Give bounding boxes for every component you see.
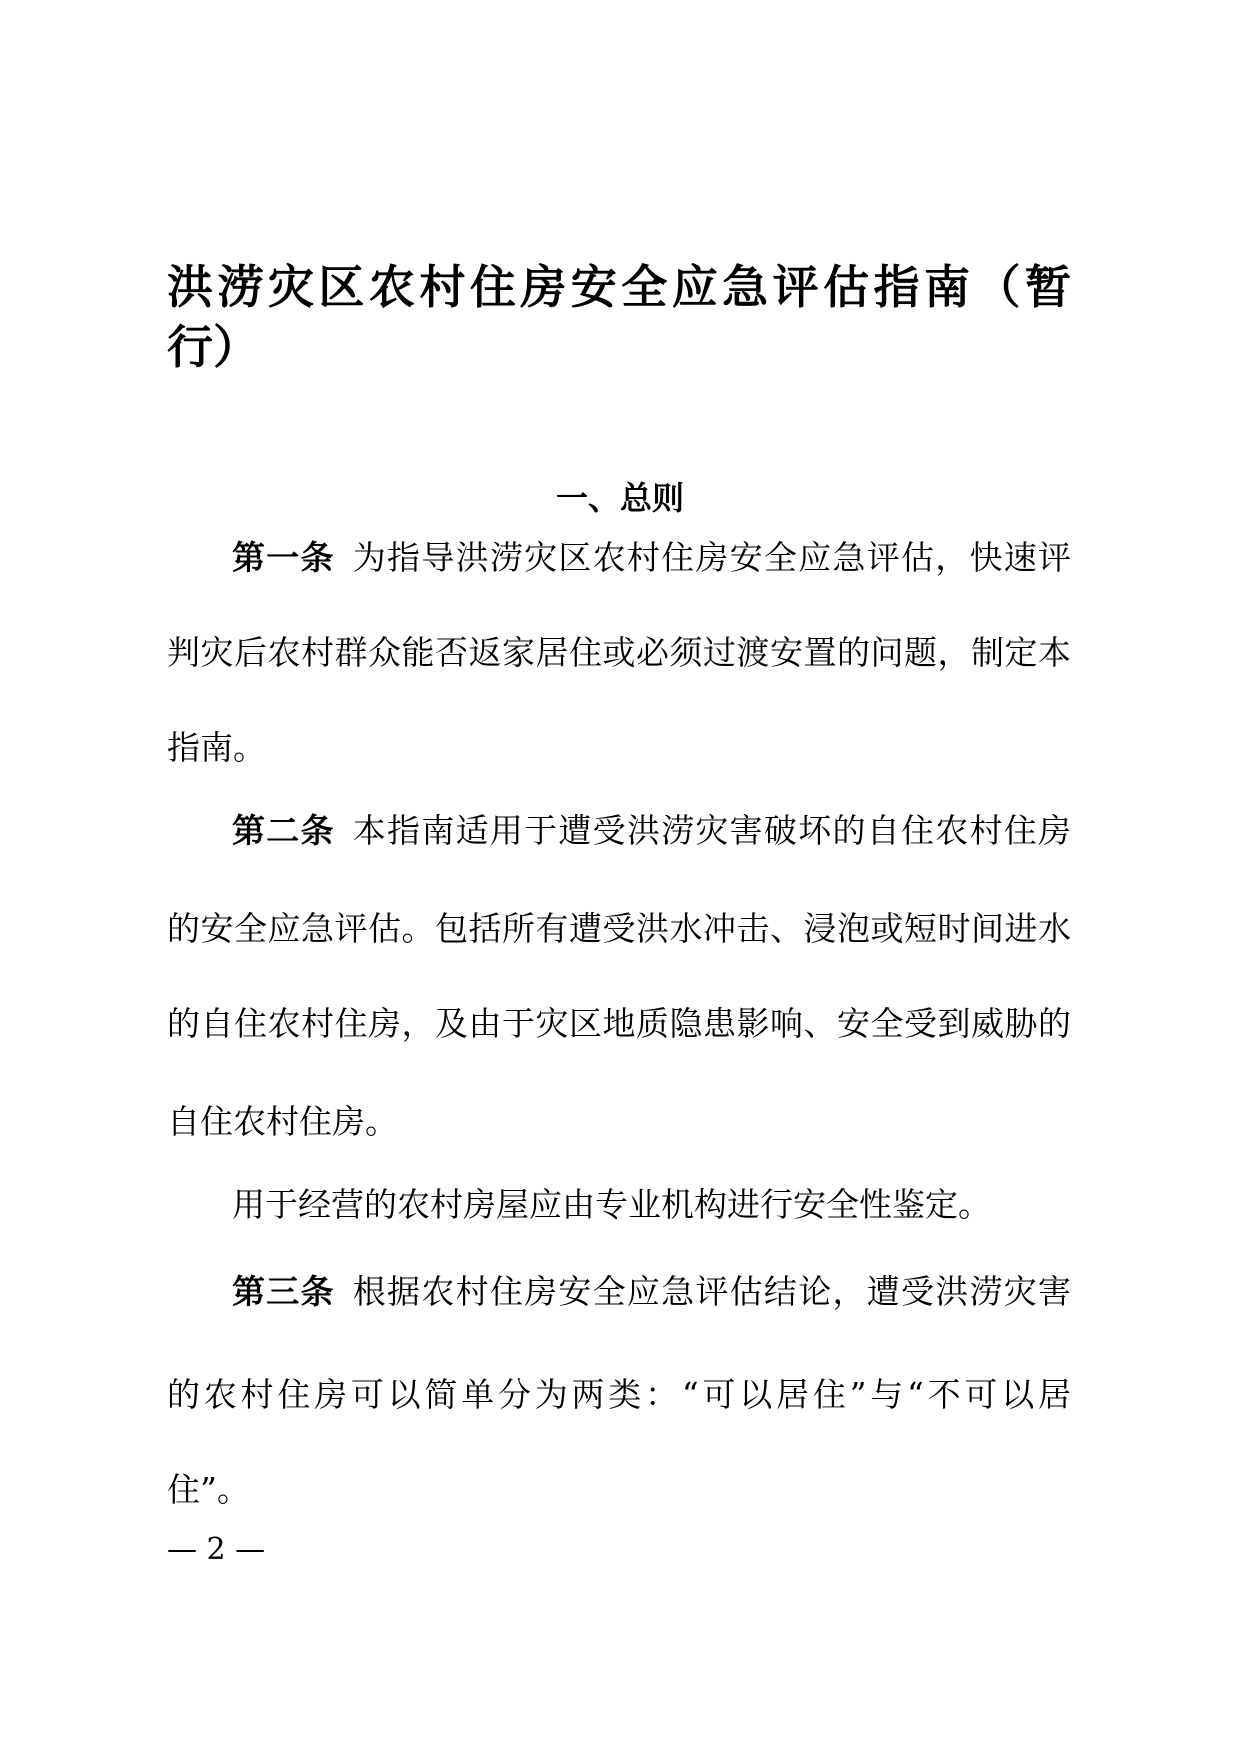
document-title-line-1: 洪涝灾区农村住房安全应急评估指南（暂 bbox=[167, 260, 1071, 314]
document-title-line-2: 行） bbox=[167, 320, 259, 374]
article-text: 根据农村住房安全应急评估结论，遭受洪涝灾害 bbox=[352, 1272, 1072, 1311]
article-2-line-2: 的安全应急评估。包括所有遭受洪水冲击、浸泡或短时间进水 bbox=[167, 909, 1071, 948]
article-label: 第二条 bbox=[232, 811, 335, 850]
article-1-line-3: 指南。 bbox=[167, 728, 266, 767]
section-heading: 一、总则 bbox=[555, 479, 684, 517]
article-label: 第三条 bbox=[232, 1272, 335, 1311]
article-2-line-3: 的自住农村住房，及由于灾区地质隐患影响、安全受到威胁的 bbox=[167, 1004, 1071, 1043]
page-number: — 2 — bbox=[167, 1532, 266, 1567]
article-3-line-1 bbox=[232, 1272, 1071, 1312]
article-3-line-3: 住”。 bbox=[167, 1470, 250, 1509]
article-2-line-1 bbox=[232, 811, 1071, 851]
article-2-line-4: 自住农村住房。 bbox=[167, 1102, 398, 1141]
article-text: 为指导洪涝灾区农村住房安全应急评估，快速评 bbox=[352, 538, 1072, 577]
article-label: 第一条 bbox=[232, 538, 335, 577]
article-3-line-2: 的农村住房可以简单分为两类：“可以居住”与“不可以居 bbox=[167, 1375, 1071, 1414]
article-1-line-1 bbox=[232, 538, 1071, 578]
article-text: 本指南适用于遭受洪涝灾害破坏的自住农村住房 bbox=[352, 811, 1072, 850]
article-1-line-2: 判灾后农村群众能否返家居住或必须过渡安置的问题，制定本 bbox=[167, 633, 1071, 672]
article-2-paragraph-2: 用于经营的农村房屋应由专业机构进行安全性鉴定。 bbox=[232, 1185, 991, 1224]
